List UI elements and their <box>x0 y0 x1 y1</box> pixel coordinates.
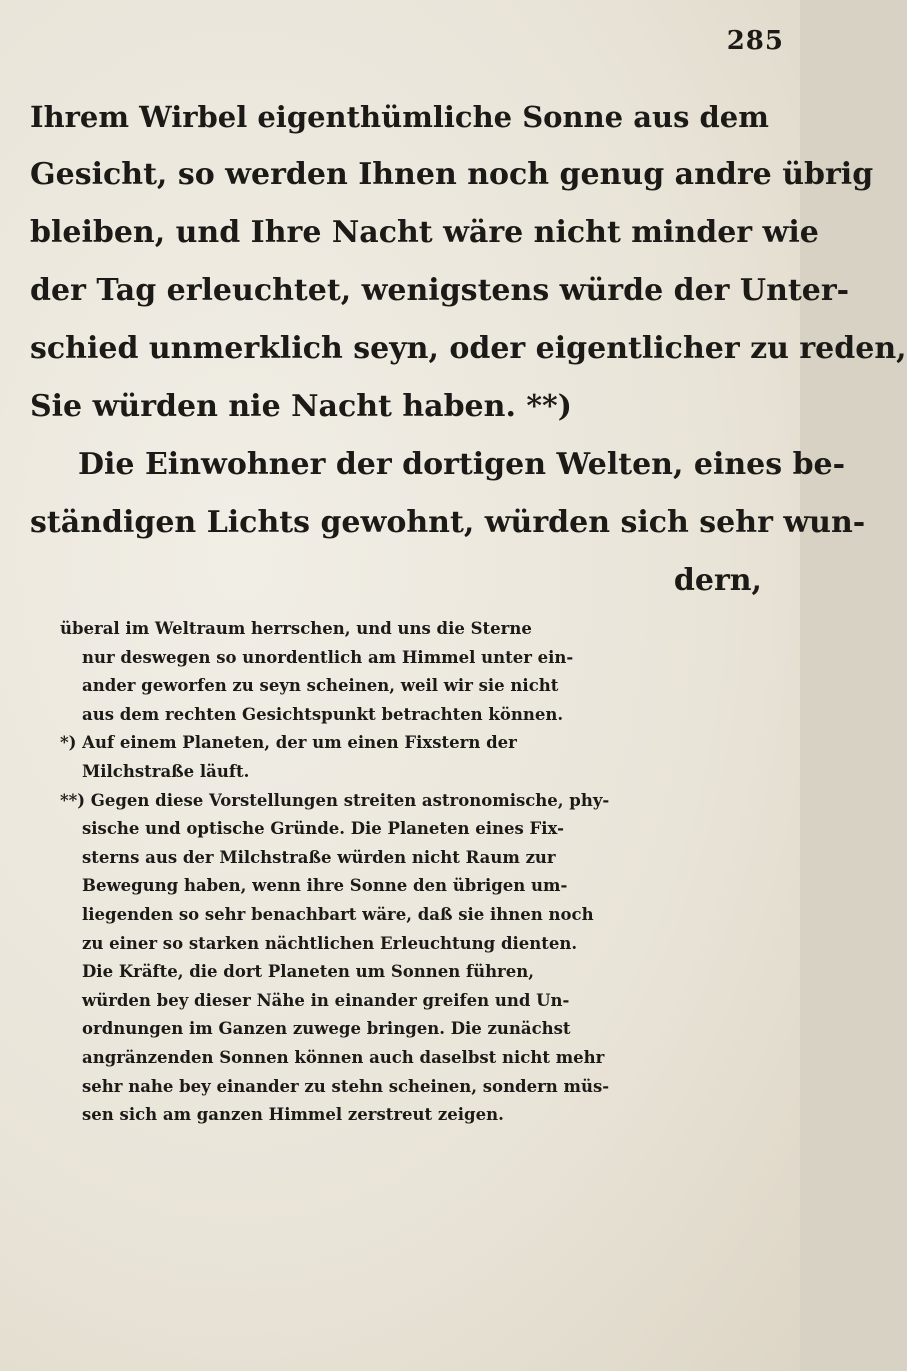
footnote-line: sehr nahe bey einander zu stehn scheinen, sondern müs- <box>82 1076 610 1096</box>
footnote-line: zu einer so starken nächtlichen Erleuchtung dienten. <box>82 933 578 953</box>
main-text-line: Gesicht, so werden Ihnen noch genug andre übrig <box>30 157 874 192</box>
main-text-line: ständigen Lichts gewohnt, würden sich sehr wun- <box>30 505 866 540</box>
footnote-line: ordnungen im Ganzen zuwege bringen. Die zunächst <box>82 1019 571 1039</box>
footnote-line: sische und optische Gründe. Die Planeten eines Fix- <box>82 819 564 839</box>
main-text-line: Ihrem Wirbel eigenthümliche Sonne aus dem <box>30 100 769 134</box>
footnote-line: angränzenden Sonnen können auch daselbst nicht mehr <box>82 1047 605 1067</box>
footnote-line: aus dem rechten Gesichtspunkt betrachten können. <box>82 704 564 724</box>
footnote-line: *) Auf einem Planeten, der um einen Fixstern der <box>60 733 517 753</box>
footnote-line: liegenden so sehr benachbart wäre, daß sie ihnen noch <box>82 904 594 924</box>
main-text-line: Die Einwohner der dortigen Welten, eines be- <box>78 447 846 482</box>
footnote-line: nur deswegen so unordentlich am Himmel unter ein- <box>82 647 574 667</box>
footnote-line: Bewegung haben, wenn ihre Sonne den übrigen um- <box>82 876 568 896</box>
page-number: 285 <box>726 26 784 56</box>
footnote-line: sen sich am ganzen Himmel zerstreut zeigen. <box>82 1105 504 1125</box>
main-text-line: Sie würden nie Nacht haben. **) <box>30 389 572 424</box>
footnote-line: sterns aus der Milchstraße würden nicht Raum zur <box>82 847 556 867</box>
footnote-line: würden bey dieser Nähe in einander greifen und Un- <box>82 990 570 1010</box>
footnote-line: Milchstraße läuft. <box>82 761 250 781</box>
footnote-line: Die Kräfte, die dort Planeten um Sonnen führen, <box>82 962 534 982</box>
footnote-line: überal im Weltraum herrschen, und uns die Sterne <box>60 619 532 638</box>
footnotes-block <box>60 615 778 1130</box>
main-text-line: schied unmerklich seyn, oder eigentlicher zu reden, <box>30 331 907 366</box>
main-text-block <box>30 88 907 610</box>
main-text-line: bleiben, und Ihre Nacht wäre nicht minder wie <box>30 215 819 250</box>
catchword: dern, <box>673 563 762 598</box>
main-text-line: der Tag erleuchtet, wenigstens würde der Unter- <box>30 273 850 308</box>
footnote-line: ander geworfen zu seyn scheinen, weil wir sie nicht <box>82 676 559 696</box>
footnote-line: **) Gegen diese Vorstellungen streiten astronomische, phy- <box>60 790 610 810</box>
